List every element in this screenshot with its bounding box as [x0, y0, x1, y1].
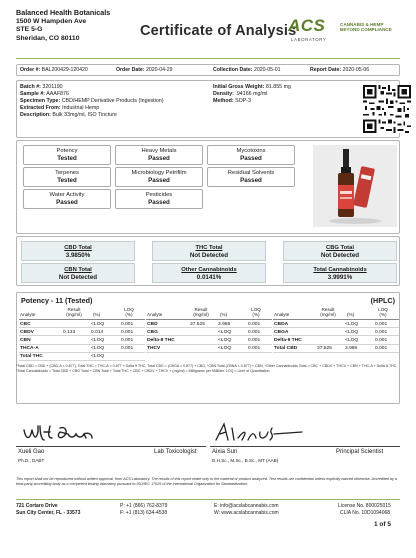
col-analyte: Analyte: [147, 312, 163, 317]
potency-table-1: [19, 306, 145, 361]
total-value: Not Detected: [189, 252, 229, 259]
left-signer-credentials: Ph.D., DABT: [18, 458, 45, 463]
loq-value: 0.001: [248, 346, 261, 352]
total-other-cannabinoids: [152, 263, 266, 283]
left-signer-name: Xueli Gao: [18, 449, 45, 455]
potency-row: [273, 345, 399, 353]
table-header: [273, 306, 399, 320]
potency-row: [19, 320, 145, 328]
total-value: Not Detected: [320, 252, 360, 259]
order-number: BAL200429-120420: [41, 67, 88, 73]
analyte-name: CBG: [147, 329, 158, 335]
extracted-label: Extracted From:: [20, 105, 61, 111]
batch-number: 3201190: [42, 84, 63, 90]
order-date: 2020-04-29: [146, 67, 173, 73]
report-date: 2020-05-06: [342, 67, 370, 73]
test-card-pesticides: [115, 189, 203, 209]
logo-subtitle: LABORATORY: [291, 37, 327, 42]
test-result: Tested: [57, 177, 77, 184]
batch-label: Batch #:: [20, 84, 41, 90]
signatures: [16, 422, 400, 472]
test-card-water-activity: [23, 189, 111, 209]
description: Bulk 33mg/mL ISO Tincture: [52, 112, 117, 118]
test-card-terpenes: [23, 167, 111, 187]
test-card-residual-solvents: [207, 167, 295, 187]
result-percent: <LOQ: [218, 346, 232, 352]
analyte-name: CBC: [20, 321, 31, 327]
potency-row: [146, 336, 272, 344]
analyte-name: CBDA: [274, 321, 289, 327]
loq-value: 0.001: [248, 321, 261, 327]
potency-table-3: [273, 306, 399, 353]
analyte-name: THCV: [147, 346, 161, 352]
footer-email[interactable]: E: info@acslabcannabis.com: [214, 503, 279, 509]
result-mg-ml: 37.525: [317, 346, 332, 352]
header-divider: [16, 58, 400, 59]
potency-row: [273, 328, 399, 336]
density: .94166 mg/ml: [235, 91, 268, 97]
total-value: 0.0141%: [196, 274, 222, 281]
loq-value: 0.001: [248, 329, 261, 335]
result-percent: <LOQ: [218, 329, 232, 335]
analyte-name: CBD: [147, 321, 158, 327]
result-mg-ml: 0.133: [63, 329, 76, 335]
page-title: Certificate of Analysis: [140, 23, 297, 39]
test-name: Microbiology Petrifilm: [131, 170, 187, 176]
col-result-units: (mg/ml): [320, 312, 336, 317]
qr-code[interactable]: [363, 85, 411, 133]
col-loq: LOQ: [251, 307, 261, 312]
analyte-name: Total THC: [20, 354, 43, 360]
footer-address2: Sun City Center, FL - 33573: [16, 510, 81, 516]
total-name: Total Cannabinoids: [313, 267, 367, 273]
method-label: Method:: [213, 98, 234, 104]
footer-license: License No. 800025015: [338, 503, 391, 509]
header: [16, 9, 406, 61]
logo-tagline-2: BEYOND COMPLIANCE: [340, 27, 392, 33]
loq-value: 0.001: [248, 337, 261, 343]
potency-row: [146, 345, 272, 353]
result-mg-ml: 37.525: [190, 321, 205, 327]
analyte-name: CBGA: [274, 329, 289, 335]
logo-tagline: [340, 22, 410, 33]
potency-row: [146, 328, 272, 336]
loq-value: 0.001: [375, 329, 388, 335]
client-address-line2: STE 5-G: [16, 26, 43, 34]
col-loq-units: (%): [252, 312, 260, 317]
potency-row: [19, 353, 145, 361]
order-number-label: Order #:: [20, 67, 41, 73]
test-result: Passed: [240, 155, 262, 162]
test-result: Passed: [148, 177, 170, 184]
potency-footnote: *Total CBD = CBD + (CBD-A × 0.877), Total THC = THC-A × 0.877 + Delta 9 THC, Total CBG = (CBGA × 0.877) + CBG, *CBN Total (CBNA × 0.877) + CBN, *Other Cannabinoids Total = CBC + CBDV + THCV + CBN + THC-A + Delta 8 THC, *Total Cannabinoids = Total CBD + CBG Total + CBN Total + Total THC + CBC + CBDV + THCV + (mg/ml) = Milligrams per Milliliter, LOQ = Limit of Quantitation: [16, 364, 398, 373]
result-percent: <LOQ: [91, 337, 105, 343]
result-percent: 0.014: [91, 329, 104, 335]
loq-value: 0.001: [121, 346, 134, 352]
disclaimer: This report shall not be reproduced without written approval, from ACS Laboratory. The results of this report relate only to the material or product analyzed. Test results are confidential unless explicitly waived otherwise. Accredited by a third-party accrediting body as a competent testing laboratory pursuant to ISO/IEC 17025 of the International Organization for Standardization.: [16, 477, 397, 486]
description-label: Description:: [20, 112, 51, 118]
total-cbg: [283, 241, 397, 261]
result-percent: <LOQ: [91, 354, 105, 360]
col-result-units: (mg/ml): [66, 312, 82, 317]
col-result: Result: [67, 307, 81, 312]
extracted-from: Industrial Hemp: [62, 105, 100, 111]
sample-info: [16, 80, 400, 138]
col-loq-units: (%): [379, 312, 387, 317]
col-percent: (%): [220, 312, 228, 317]
collection-date: 2020-05-01: [253, 67, 281, 73]
signature-line-left: [16, 446, 206, 447]
footer-phone: P: +1 (866) 762-8379: [120, 503, 168, 509]
test-summary: [16, 140, 400, 234]
total-value: Not Detected: [58, 274, 98, 281]
potency-title: Potency - 11 (Tested): [21, 296, 93, 305]
test-card-potency: [23, 145, 111, 165]
test-name: Terpenes: [55, 170, 79, 176]
test-card-heavy-metals: [115, 145, 203, 165]
potency-method: (HPLC): [370, 296, 395, 305]
signature-xueli-gao: [20, 422, 124, 444]
footer-clia: CLIA No. 10D1094068: [340, 510, 391, 516]
col-result: Result: [194, 307, 208, 312]
test-result: Passed: [148, 155, 170, 162]
total-cannabinoids: [283, 263, 397, 283]
analyte-name: CBDV: [20, 329, 34, 335]
cannabinoid-totals: [16, 236, 400, 286]
footer-fax: F: +1 (813) 634-4538: [120, 510, 168, 516]
result-percent: 3.985: [345, 346, 358, 352]
footer-address1: 721 Cortaro Drive: [16, 503, 58, 509]
col-loq-units: (%): [125, 312, 133, 317]
potency-row: [273, 320, 399, 328]
total-name: CBN Total: [64, 267, 92, 273]
result-percent: <LOQ: [345, 329, 359, 335]
col-result: Result: [321, 307, 335, 312]
right-signer-credentials: D.H.Sc., M.Sc., B.Sc., MT (AAB): [212, 458, 279, 463]
loq-value: 0.001: [121, 329, 134, 335]
potency-row: [146, 320, 272, 328]
weight-label: Initial Gross Weight:: [213, 84, 265, 90]
loq-value: 0.001: [375, 321, 388, 327]
report-date-label: Report Date:: [310, 67, 342, 73]
test-result: Passed: [240, 177, 262, 184]
sample-label: Sample #:: [20, 91, 46, 97]
col-analyte: Analyte: [274, 312, 290, 317]
test-result: Passed: [56, 199, 78, 206]
density-label: Density:: [213, 91, 234, 97]
test-result: Passed: [148, 199, 170, 206]
loq-value: 0.001: [375, 337, 388, 343]
total-name: CBD Total: [64, 245, 92, 251]
test-card-mycotoxins: [207, 145, 295, 165]
test-result: Tested: [57, 155, 77, 162]
result-percent: <LOQ: [345, 337, 359, 343]
col-percent: (%): [93, 312, 101, 317]
footer: [16, 503, 400, 523]
table-header: [19, 306, 145, 320]
footer-website[interactable]: W: www.acslabcannabis.com: [214, 510, 279, 516]
signature-aixia-sun: [212, 422, 312, 444]
acs-logo: [288, 16, 408, 42]
analyte-name: CBN: [20, 337, 31, 343]
analyte-name: Total CBD: [274, 346, 298, 352]
total-value: 3.9991%: [327, 274, 353, 281]
order-date-label: Order Date:: [116, 67, 145, 73]
total-cbn: [21, 263, 135, 283]
col-analyte: Analyte: [20, 312, 36, 317]
client-name: Balanced Health Botanicals: [16, 8, 111, 17]
method: SOP-3: [235, 98, 251, 104]
total-name: Other Cannabinoids: [181, 267, 237, 273]
test-card-microbiology: [115, 167, 203, 187]
col-result-units: (mg/ml): [193, 312, 209, 317]
total-name: CBG Total: [326, 245, 354, 251]
result-percent: <LOQ: [218, 337, 232, 343]
total-thc: [152, 241, 266, 261]
loq-value: 0.001: [121, 321, 134, 327]
test-name: Residual Solvents: [227, 170, 275, 176]
client-address-line1: 1500 W Hampden Ave: [16, 17, 87, 25]
result-percent: <LOQ: [345, 321, 359, 327]
loq-value: 0.001: [121, 337, 134, 343]
product-photo: [313, 145, 397, 227]
potency-row: [273, 336, 399, 344]
result-percent: 3.985: [218, 321, 231, 327]
total-value: 3.9850%: [65, 252, 91, 259]
col-loq: LOQ: [124, 307, 134, 312]
loq-value: 0.001: [375, 346, 388, 352]
test-name: Pesticides: [145, 192, 173, 198]
test-name: Mycotoxins: [236, 148, 266, 154]
potency-section: [16, 292, 400, 404]
logo-tagline-1: CANNABIS & HEMP: [340, 22, 384, 27]
test-name: Potency: [56, 148, 78, 154]
col-loq: LOQ: [378, 307, 388, 312]
footer-divider: [16, 499, 400, 500]
potency-row: [19, 345, 145, 353]
test-name: Heavy Metals: [141, 148, 177, 154]
specimen-type: CBD/HEMP Derivative Products (Ingestion): [61, 98, 164, 104]
potency-row: [19, 336, 145, 344]
left-signer-title: Lab Toxicologist: [154, 449, 197, 455]
gross-weight: 81.855 mg: [265, 84, 291, 90]
result-percent: <LOQ: [91, 321, 105, 327]
logo-wordmark: ACS: [288, 16, 326, 35]
sample-number: AAAF876: [46, 91, 69, 97]
test-name: Water Activity: [49, 192, 85, 198]
signature-line-right: [210, 446, 400, 447]
total-cbd: [21, 241, 135, 261]
total-name: THC Total: [195, 245, 223, 251]
analyte-name: THCA-A: [20, 346, 39, 352]
order-info-bar: [16, 64, 400, 76]
analyte-name: Delta-8 THC: [147, 337, 175, 343]
collection-date-label: Collection Date:: [213, 67, 253, 73]
right-signer-name: Aixia Sun: [212, 449, 238, 455]
potency-row: [19, 328, 145, 336]
result-percent: <LOQ: [91, 346, 105, 352]
col-percent: (%): [347, 312, 355, 317]
analyte-name: Delta-9 THC: [274, 337, 302, 343]
page-number: 1 of 5: [374, 521, 391, 528]
right-signer-title: Principal Scientist: [336, 449, 384, 455]
potency-table-2: [146, 306, 272, 353]
specimen-label: Specimen Type:: [20, 98, 61, 104]
table-header: [146, 306, 272, 320]
client-address-line3: Sheridan, CO 80110: [16, 34, 80, 42]
